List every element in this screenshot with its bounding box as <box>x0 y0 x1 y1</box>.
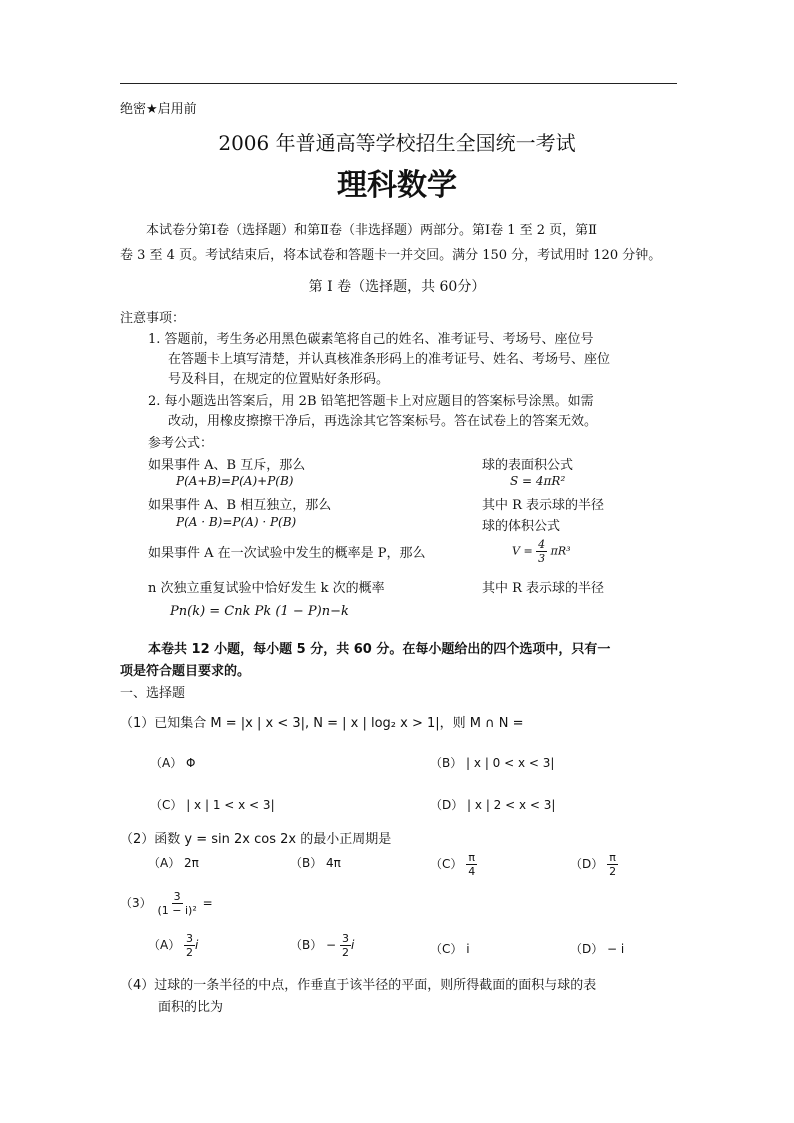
note-1-line-3: 号及科目，在规定的位置贴好条形码。 <box>168 372 390 387</box>
question-3-option-a <box>148 932 198 959</box>
question-1-option-c: （C） | x | 1 < x < 3| <box>150 798 275 812</box>
q2-c-den: 4 <box>468 865 476 878</box>
q3-a-num: 3 <box>186 932 194 945</box>
sphere-volume-formula <box>512 538 571 565</box>
question-2-option-c <box>430 851 477 878</box>
q2-d-fraction <box>607 851 618 878</box>
sphere-volume-label: 球的体积公式 <box>482 519 561 534</box>
volume-lhs: V = <box>512 544 533 558</box>
formula-label-3: 如果事件 A 在一次试验中发生的概率是 P，那么 <box>148 546 426 561</box>
q3-a-den: 2 <box>186 946 194 959</box>
question-4-line-1: （4）过球的一条半径的中点，作垂直于该半径的平面，则所得截面的面积与球的表 <box>120 978 597 993</box>
q3-a-var: i <box>195 938 199 952</box>
section-description-line-1: 本卷共 12 小题，每小题 5 分，共 60 分。在每小题给出的四个选项中，只有一 <box>148 642 611 657</box>
q2-d-den: 2 <box>609 865 617 878</box>
q3-b-num: 3 <box>341 932 349 945</box>
question-2-option-a: （A） 2π <box>148 856 199 870</box>
confidential-label: 绝密★启用前 <box>120 102 197 117</box>
part1-heading: 第 Ⅰ 卷（选择题，共 60分） <box>308 279 486 295</box>
question-1-stem: （1）已知集合 M = |x | x < 3|, N = | x | log₂ x > 1|，则 M ∩ N = <box>120 716 524 731</box>
intro-line-1: 本试卷分第Ⅰ卷（选择题）和第Ⅱ卷（非选择题）两部分。第Ⅰ卷 1 至 2 页，第Ⅱ <box>146 223 598 238</box>
radius-note-2: 其中 R 表示球的半径 <box>482 581 605 596</box>
q2-d-num: π <box>609 851 616 864</box>
question-3-stem <box>120 890 213 917</box>
q3-b-var: i <box>350 938 355 952</box>
q3-a-label: （A） <box>148 938 181 952</box>
header-rule <box>120 83 677 84</box>
question-2-option-d <box>570 851 618 878</box>
note-2-line-1: 2. 每小题选出答案后，用 2B 铅笔把答题卡上对应题目的答案标号涂黑。如需 <box>148 394 594 409</box>
question-1-option-a: （A） Φ <box>150 756 196 770</box>
q3-label: （3） <box>120 896 152 910</box>
question-1-option-d: （D） | x | 2 < x < 3| <box>430 798 556 812</box>
section-description-line-2: 项是符合题目要求的。 <box>120 664 251 679</box>
radius-note-1: 其中 R 表示球的半径 <box>482 498 605 513</box>
q3-b-label: （B） − <box>290 938 337 952</box>
note-1-line-2: 在答题卡上填写清楚，并认真核准条形码上的准考证号、姓名、考场号、座位 <box>168 352 611 367</box>
notes-heading: 注意事项： <box>120 311 186 326</box>
q3-a-fraction <box>184 932 195 959</box>
q3-b-fraction <box>340 932 351 959</box>
formula-4: Pn(k) = Cnk Pk (1 − P)n−k <box>170 604 349 619</box>
volume-fraction <box>536 538 547 565</box>
note-1-line-1: 1. 答题前，考生务必用黑色碳素笔将自己的姓名、准考证号、考场号、座位号 <box>148 332 594 347</box>
q3-den: (1 − i)² <box>157 904 197 917</box>
note-2-line-2: 改动，用橡皮擦擦干净后，再选涂其它答案标号。答在试卷上的答案无效。 <box>168 414 598 429</box>
formulas-heading: 参考公式： <box>148 436 214 451</box>
q2-d-label: （D） <box>570 857 604 871</box>
exam-subtitle: 理科数学 <box>337 168 457 203</box>
volume-fraction-num: 4 <box>538 538 546 551</box>
volume-fraction-den: 3 <box>538 552 546 565</box>
q3-equals: = <box>202 896 213 910</box>
formula-label-4: n 次独立重复试验中恰好发生 k 次的概率 <box>148 581 385 596</box>
sphere-area-label: 球的表面积公式 <box>482 458 574 473</box>
exam-title: 2006 年普通高等学校招生全国统一考试 <box>218 131 576 155</box>
q2-c-label: （C） <box>430 857 463 871</box>
q3-b-den: 2 <box>341 946 349 959</box>
question-3-option-b <box>290 932 354 959</box>
volume-rhs: πR³ <box>550 544 571 558</box>
formula-1: P(A+B)=P(A)+P(B) <box>176 474 294 488</box>
question-2-option-b: （B） 4π <box>290 856 341 870</box>
q3-num: 3 <box>173 890 181 903</box>
formula-2: P(A · B)=P(A) · P(B) <box>176 515 297 529</box>
question-3-option-c: （C） i <box>430 942 470 956</box>
formula-label-1: 如果事件 A、B 互斥，那么 <box>148 458 306 473</box>
question-3-option-d: （D） − i <box>570 942 625 956</box>
question-1-option-b: （B） | x | 0 < x < 3| <box>430 756 555 770</box>
question-2-stem: （2）函数 y = sin 2x cos 2x 的最小正周期是 <box>120 832 392 847</box>
q2-c-num: π <box>468 851 476 864</box>
intro-line-2: 卷 3 至 4 页。考试结束后，将本试卷和答题卡一并交回。满分 150 分，考试用时 120 分钟。 <box>120 248 662 263</box>
formula-label-2: 如果事件 A、B 相互独立，那么 <box>148 498 332 513</box>
sphere-area-formula: S = 4πR² <box>510 474 566 488</box>
q2-c-fraction <box>466 851 477 878</box>
section-title: 一、选择题 <box>120 686 186 701</box>
question-4-line-2: 面积的比为 <box>158 1000 224 1015</box>
q3-fraction <box>155 890 198 917</box>
